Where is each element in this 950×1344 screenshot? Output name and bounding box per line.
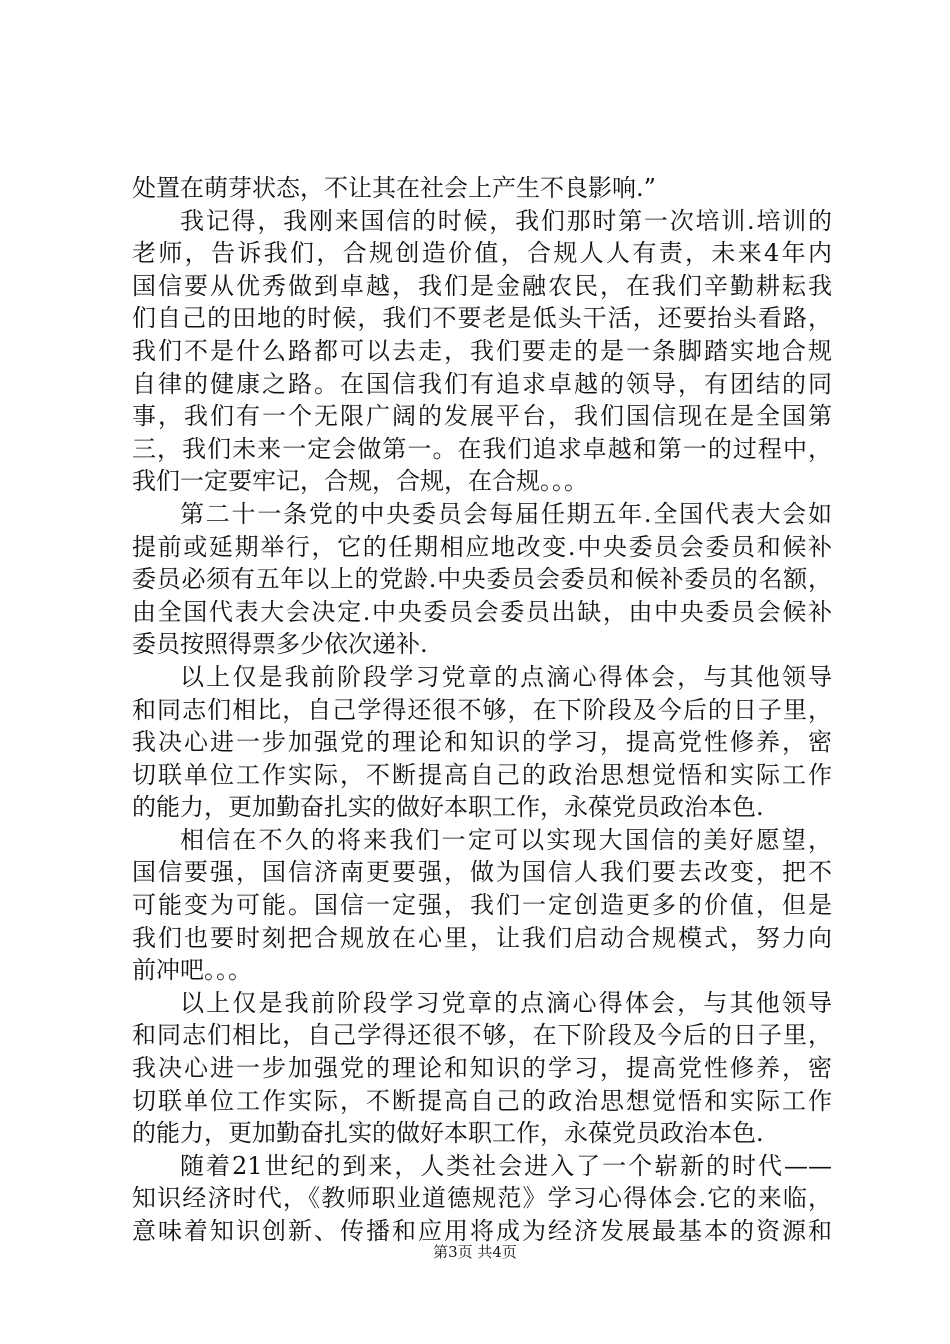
text-line: 和同志们相比，自己学得还很不够，在下阶段及今后的日子里， [132, 1021, 832, 1050]
text-line: 以上仅是我前阶段学习党章的点滴心得体会，与其他领导 [180, 988, 832, 1017]
text-line: 以上仅是我前阶段学习党章的点滴心得体会，与其他领导 [180, 662, 832, 691]
text-line: 的能力，更加勤奋扎实的做好本职工作，永葆党员政治本色. [132, 793, 764, 822]
text-line: 随着21世纪的到来，人类社会进入了一个崭新的时代—— [180, 1151, 832, 1180]
text-line: 我们一定要牢记，合规，合规，在合规。。。 [132, 467, 588, 496]
text-line: 国信要从优秀做到卓越，我们是金融农民，在我们辛勤耕耘我 [132, 271, 832, 300]
text-line: 事，我们有一个无限广阔的发展平台，我们国信现在是全国第 [132, 402, 832, 431]
text-line: 切联单位工作实际，不断提高自己的政治思想觉悟和实际工作 [132, 760, 832, 789]
text-line: 国信要强，国信济南更要强，做为国信人我们要去改变，把不 [132, 858, 832, 887]
text-line: 切联单位工作实际，不断提高自己的政治思想觉悟和实际工作 [132, 1086, 832, 1115]
text-line: 意味着知识创新、传播和应用将成为经济发展最基本的资源和 [132, 1217, 832, 1245]
text-line: 我记得，我刚来国信的时候，我们那时第一次培训.培训的 [180, 206, 832, 235]
text-line: 我们也要时刻把合规放在心里，让我们启动合规模式，努力向 [132, 923, 832, 952]
text-line: 第二十一条党的中央委员会每届任期五年.全国代表大会如 [180, 499, 832, 528]
text-line: 委员按照得票多少依次递补. [132, 630, 428, 659]
text-line: 处置在萌芽状态，不让其在社会上产生不良影响.” [132, 174, 656, 202]
text-line: 我决心进一步加强党的理论和知识的学习，提高党性修养，密 [132, 1054, 832, 1083]
text-line: 的能力，更加勤奋扎实的做好本职工作，永葆党员政治本色. [132, 1119, 764, 1148]
text-line: 提前或延期举行，它的任期相应地改变.中央委员会委员和候补 [132, 532, 832, 561]
text-line: 委员必须有五年以上的党龄.中央委员会委员和候补委员的名额， [132, 565, 832, 594]
text-line: 我决心进一步加强党的理论和知识的学习，提高党性修养，密 [132, 728, 832, 757]
text-line: 知识经济时代，《教师职业道德规范》学习心得体会.它的来临， [132, 1184, 832, 1213]
text-line: 相信在不久的将来我们一定可以实现大国信的美好愿望， [180, 825, 832, 854]
text-line: 们自己的田地的时候，我们不要老是低头干活，还要抬头看路， [132, 304, 832, 333]
text-line: 前冲吧。。。 [132, 956, 252, 985]
text-line: 三，我们未来一定会做第一。在我们追求卓越和第一的过程中， [132, 434, 832, 463]
document-body [132, 172, 832, 1248]
text-line: 我们不是什么路都可以去走，我们要走的是一条脚踏实地合规 [132, 336, 832, 365]
text-line: 和同志们相比，自己学得还很不够，在下阶段及今后的日子里， [132, 695, 832, 724]
text-line: 老师，告诉我们，合规创造价值，合规人人有责，未来4年内 [132, 239, 832, 268]
page-footer: 第3页 共4页 [433, 1243, 517, 1261]
text-line: 自律的健康之路。在国信我们有追求卓越的领导，有团结的同 [132, 369, 832, 398]
text-line: 由全国代表大会决定.中央委员会委员出缺，由中央委员会候补 [132, 597, 832, 626]
text-line: 可能变为可能。国信一定强，我们一定创造更多的价值，但是 [132, 891, 832, 920]
